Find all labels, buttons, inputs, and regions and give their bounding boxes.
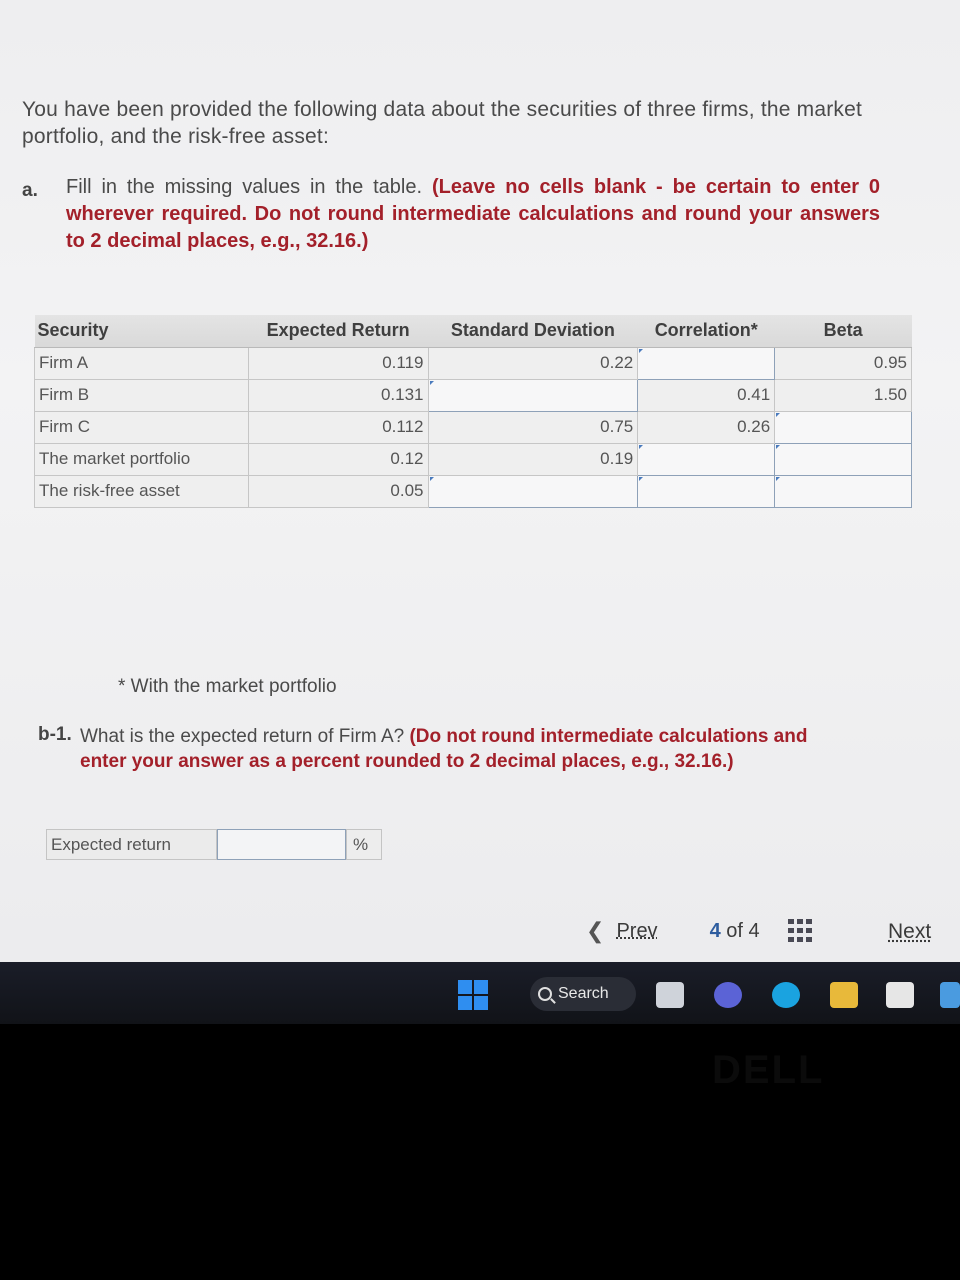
task-view-icon[interactable] — [656, 982, 684, 1008]
input-correlation-market[interactable] — [638, 443, 775, 475]
cell-expected-return: 0.119 — [248, 347, 428, 379]
table-row-firm-b — [35, 379, 912, 411]
input-beta-risk-free[interactable] — [775, 475, 912, 507]
app-icon[interactable] — [940, 982, 960, 1008]
answer-label: Expected return — [46, 829, 217, 860]
total-pages: 4 — [748, 919, 760, 942]
header-beta: Beta — [775, 315, 912, 347]
taskbar-search[interactable] — [530, 977, 636, 1011]
cell-expected-return: 0.112 — [248, 411, 428, 443]
expected-return-input[interactable] — [217, 829, 346, 860]
chevron-left-icon: ❮ — [586, 918, 605, 943]
input-beta-market[interactable] — [775, 443, 912, 475]
taskbar-search-label: Search — [558, 985, 609, 1002]
file-explorer-icon[interactable] — [830, 982, 858, 1008]
header-standard-deviation: Standard Deviation — [428, 315, 638, 347]
table-row-market-portfolio — [35, 443, 912, 475]
current-page: 4 — [709, 919, 721, 942]
table-header-row — [35, 315, 912, 347]
percent-unit: % — [346, 829, 382, 860]
cell-std-dev: 0.75 — [428, 411, 638, 443]
part-b1-question — [80, 724, 830, 774]
taskbar — [0, 962, 960, 1024]
page-of: of — [726, 919, 743, 942]
next-button[interactable]: Next — [888, 920, 932, 943]
input-std-dev-risk-free[interactable] — [428, 475, 638, 507]
part-a-question — [66, 174, 880, 255]
cell-std-dev: 0.19 — [428, 443, 638, 475]
part-a-instruction: (Leave no cells blank - be certain to enter 0 wherever required. Do not round intermediate calculations and round your answers to 2 decimal places, e.g., 32.16.) — [66, 176, 881, 252]
cell-beta: 1.50 — [775, 379, 912, 411]
securities-table — [34, 315, 912, 508]
cell-security: The risk-free asset — [35, 475, 249, 507]
footnote: * With the market portfolio — [118, 676, 337, 697]
cell-security: Firm A — [35, 347, 249, 379]
intro-text: You have been provided the following data about the securities of three firms, the market portfolio, and the risk-free asset: — [22, 98, 863, 148]
search-icon — [538, 987, 552, 1001]
table-row-firm-c — [35, 411, 912, 443]
edge-icon[interactable] — [772, 982, 800, 1008]
cell-security: Firm B — [35, 379, 249, 411]
header-security: Security — [35, 315, 249, 347]
cell-expected-return: 0.05 — [248, 475, 428, 507]
part-b1-text: What is the expected return of Firm A? — [80, 726, 405, 747]
part-b1-label: b-1. — [38, 724, 72, 745]
input-correlation-risk-free[interactable] — [638, 475, 775, 507]
page-indicator — [710, 920, 760, 943]
cell-security: Firm C — [35, 411, 249, 443]
cell-correlation: 0.26 — [638, 411, 775, 443]
part-b1-instruction: (Do not round intermediate calculations and enter your answer as a percent rounded to 2 decimal places, e.g., 32.16.) — [80, 726, 808, 772]
part-a-label: a. — [22, 180, 38, 201]
cell-beta: 0.95 — [775, 347, 912, 379]
cell-expected-return: 0.12 — [248, 443, 428, 475]
grid-icon[interactable] — [788, 919, 812, 943]
input-beta-firm-c[interactable] — [775, 411, 912, 443]
cell-correlation: 0.41 — [638, 379, 775, 411]
prev-label: Prev — [616, 919, 658, 942]
brand-logo: DELL — [712, 1048, 825, 1092]
cell-std-dev: 0.22 — [428, 347, 638, 379]
header-correlation: Correlation* — [638, 315, 775, 347]
input-std-dev-firm-b[interactable] — [428, 379, 638, 411]
store-icon[interactable] — [886, 982, 914, 1008]
cell-security: The market portfolio — [35, 443, 249, 475]
prev-button[interactable] — [586, 918, 658, 944]
table-row-firm-a — [35, 347, 912, 379]
cell-expected-return: 0.131 — [248, 379, 428, 411]
answer-row — [46, 829, 382, 860]
teams-icon[interactable] — [714, 982, 742, 1008]
header-expected-return: Expected Return — [248, 315, 428, 347]
pager — [586, 914, 812, 948]
table-row-risk-free — [35, 475, 912, 507]
part-a-text: Fill in the missing values in the table. — [66, 176, 423, 198]
windows-icon[interactable] — [458, 980, 488, 1010]
input-correlation-firm-a[interactable] — [638, 347, 775, 379]
